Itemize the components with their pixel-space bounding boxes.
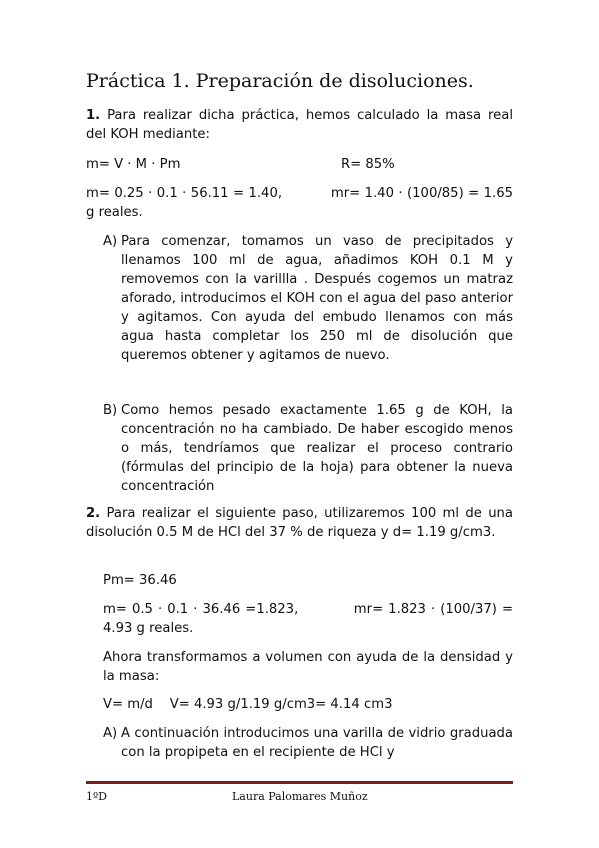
section-2-calc: m= 0.5 · 0.1 · 36.46 =1.823, mr= 1.823 · (100/37) = 4.93 g reales. xyxy=(103,602,518,636)
formula-mass: m= V · M · Pm xyxy=(86,157,181,172)
formula-yield: R= 85% xyxy=(341,157,395,172)
footer-group: 1ºD xyxy=(86,790,107,803)
list-marker: A) xyxy=(103,726,118,741)
list-item: A continuación introducimos una varilla de vidrio graduada con la propipeta en el recipiente de HCl y xyxy=(121,726,513,760)
list-item: Para comenzar, tomamos un vaso de precipitados y llenamos 100 ml de agua, añadimos KOH 0.1 M y removemos con la varillla . Después cogemos un matraz aforado, introducimos el KOH con el agua del paso anterior y agitamos. Con ayuda del embudo llenamos con más agua hasta completar los 250 ml de disolución que queremos obtener y agitamos de nuevo. xyxy=(121,234,513,363)
section-2-number: 2. xyxy=(86,506,101,521)
list-marker: A) xyxy=(103,234,118,249)
section-2-intro xyxy=(86,504,513,542)
list-marker: B) xyxy=(103,403,118,418)
section-1-number: 1. xyxy=(86,108,101,123)
section-2-intro-text: Para realizar el siguiente paso, utilizaremos 100 ml de una disolución 0.5 M de HCl del 37 % de riqueza y d= 1.19 g/cm3. xyxy=(86,506,513,540)
section-1-intro-text: Para realizar dicha práctica, hemos calculado la masa real del KOH mediante: xyxy=(86,108,513,142)
section-1-intro xyxy=(86,106,513,144)
section-1-calc: m= 0.25 · 0.1 · 56.11 = 1.40, mr= 1.40 · (100/85) = 1.65 g reales. xyxy=(86,186,518,220)
volume-calc: V= m/d V= 4.93 g/1.19 g/cm3= 4.14 cm3 xyxy=(103,697,393,712)
footer-author: Laura Palomares Muñoz xyxy=(232,790,368,803)
list-item: Como hemos pesado exactamente 1.65 g de KOH, la concentración no ha cambiado. De haber escogido menos o más, tendríamos que realizar el proceso contrario (fórmulas del principio de la hoja) para obtener la nueva concentración xyxy=(121,403,513,494)
section-2-transform: Ahora transformamos a volumen con ayuda de la densidad y la masa: xyxy=(103,650,513,684)
page-title: Práctica 1. Preparación de disoluciones. xyxy=(86,70,474,92)
molar-mass: Pm= 36.46 xyxy=(103,573,177,588)
footer-divider xyxy=(86,781,513,784)
